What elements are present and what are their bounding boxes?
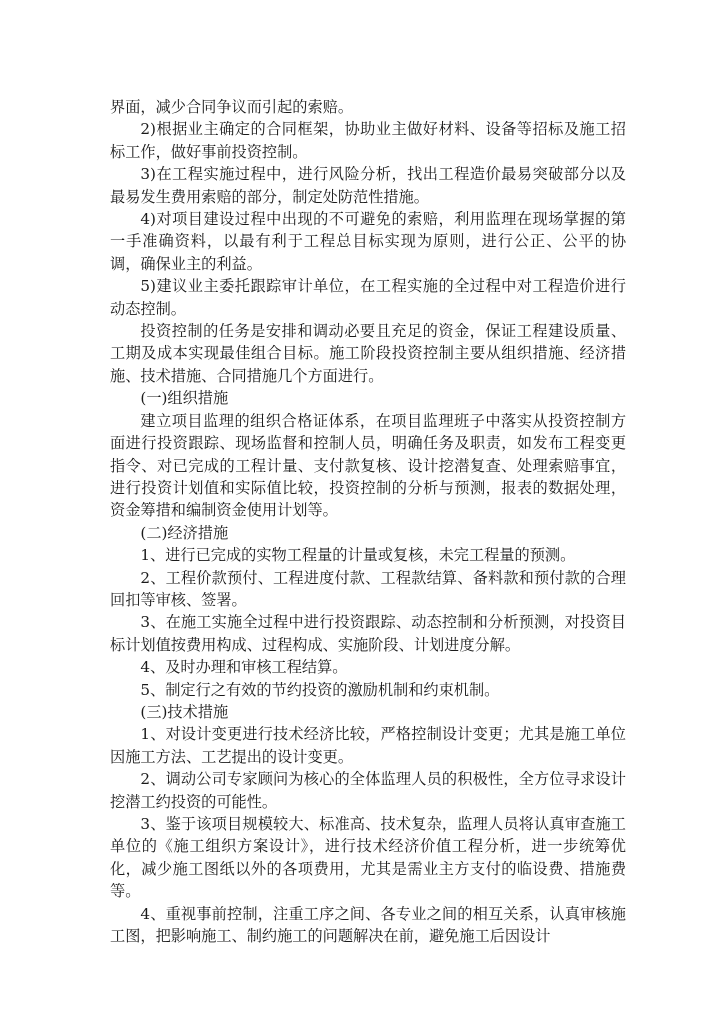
paragraph: 建立项目监理的组织合格证体系，在项目监理班子中落实从投资控制方面进行投资跟踪、现场监督和控制人员，明确任务及职责，如发布工程变更指令、对已完成的工程计量、支付款复核、设计挖潜复查、处理索赔事宜，进行投资计划值和实际值比较，投资控制的分析与预测，报表的数据处理，资金筹措和编制资金使用计划等。: [110, 411, 626, 520]
paragraph: 4)对项目建设过程中出现的不可避免的索赔，利用监理在现场掌握的第一手准确资料，以最有利于工程总目标实现为原则，进行公正、公平的协调，确保业主的利益。: [110, 210, 626, 273]
paragraph: 3)在工程实施过程中，进行风险分析，找出工程造价最易突破部分以及最易发生费用索赔的部分，制定处防范性措施。: [110, 165, 626, 206]
paragraph: 投资控制的任务是安排和调动必要且充足的资金，保证工程建设质量、工期及成本实现最佳组合目标。施工阶段投资控制主要从组织措施、经济措施、技术措施、合同措施几个方面进行。: [110, 322, 626, 385]
document-page: [110, 96, 626, 947]
paragraph: 5)建议业主委托跟踪审计单位，在工程实施的全过程中对工程造价进行动态控制。: [110, 277, 626, 318]
paragraph: 4、及时办理和审核工程结算。: [140, 658, 348, 677]
section-heading: (二)经济措施: [140, 523, 229, 542]
paragraph: 4、重视事前控制，注重工序之间、各专业之间的相互关系，认真审核施工图，把影响施工、制约施工的问题解决在前，避免施工后因设计: [110, 904, 626, 946]
paragraph: 5、制定行之有效的节约投资的激励机制和约束机制。: [140, 680, 500, 699]
paragraph: 2、调动公司专家顾问为核心的全体监理人员的积极性，全方位寻求设计挖潜工约投资的可能性。: [110, 770, 626, 811]
paragraph: 3、在施工实施全过程中进行投资跟踪、动态控制和分析预测，对投资目标计划值按费用构成、过程构成、实施阶段、计划进度分解。: [110, 613, 626, 654]
paragraph: 3、鉴于该项目规模较大、标准高、技术复杂，监理人员将认真审查施工单位的《施工组织方案设计》，进行技术经济价值工程分析，进一步统筹优化，减少施工图纸以外的各项费用，尤其是需业主方支付的临设费、措施费等。: [110, 815, 626, 901]
paragraph: 界面，减少合同争议而引起的索赔。: [110, 98, 353, 116]
paragraph: 2)根据业主确定的合同框架，协助业主做好材料、设备等招标及施工招标工作，做好事前投资控制。: [110, 120, 626, 161]
section-heading: (一)组织措施: [140, 389, 229, 408]
paragraph: 1、对设计变更进行技术经济比较，严格控制设计变更；尤其是施工单位因施工方法、工艺提出的设计变更。: [110, 725, 626, 766]
section-heading: (三)技术措施: [140, 702, 229, 721]
paragraph: 2、工程价款预付、工程进度付款、工程款结算、备料款和预付款的合理回扣等审核、签署。: [110, 568, 626, 609]
paragraph: 1、进行已完成的实物工程量的计量或复核，未完工程量的预测。: [140, 546, 576, 565]
